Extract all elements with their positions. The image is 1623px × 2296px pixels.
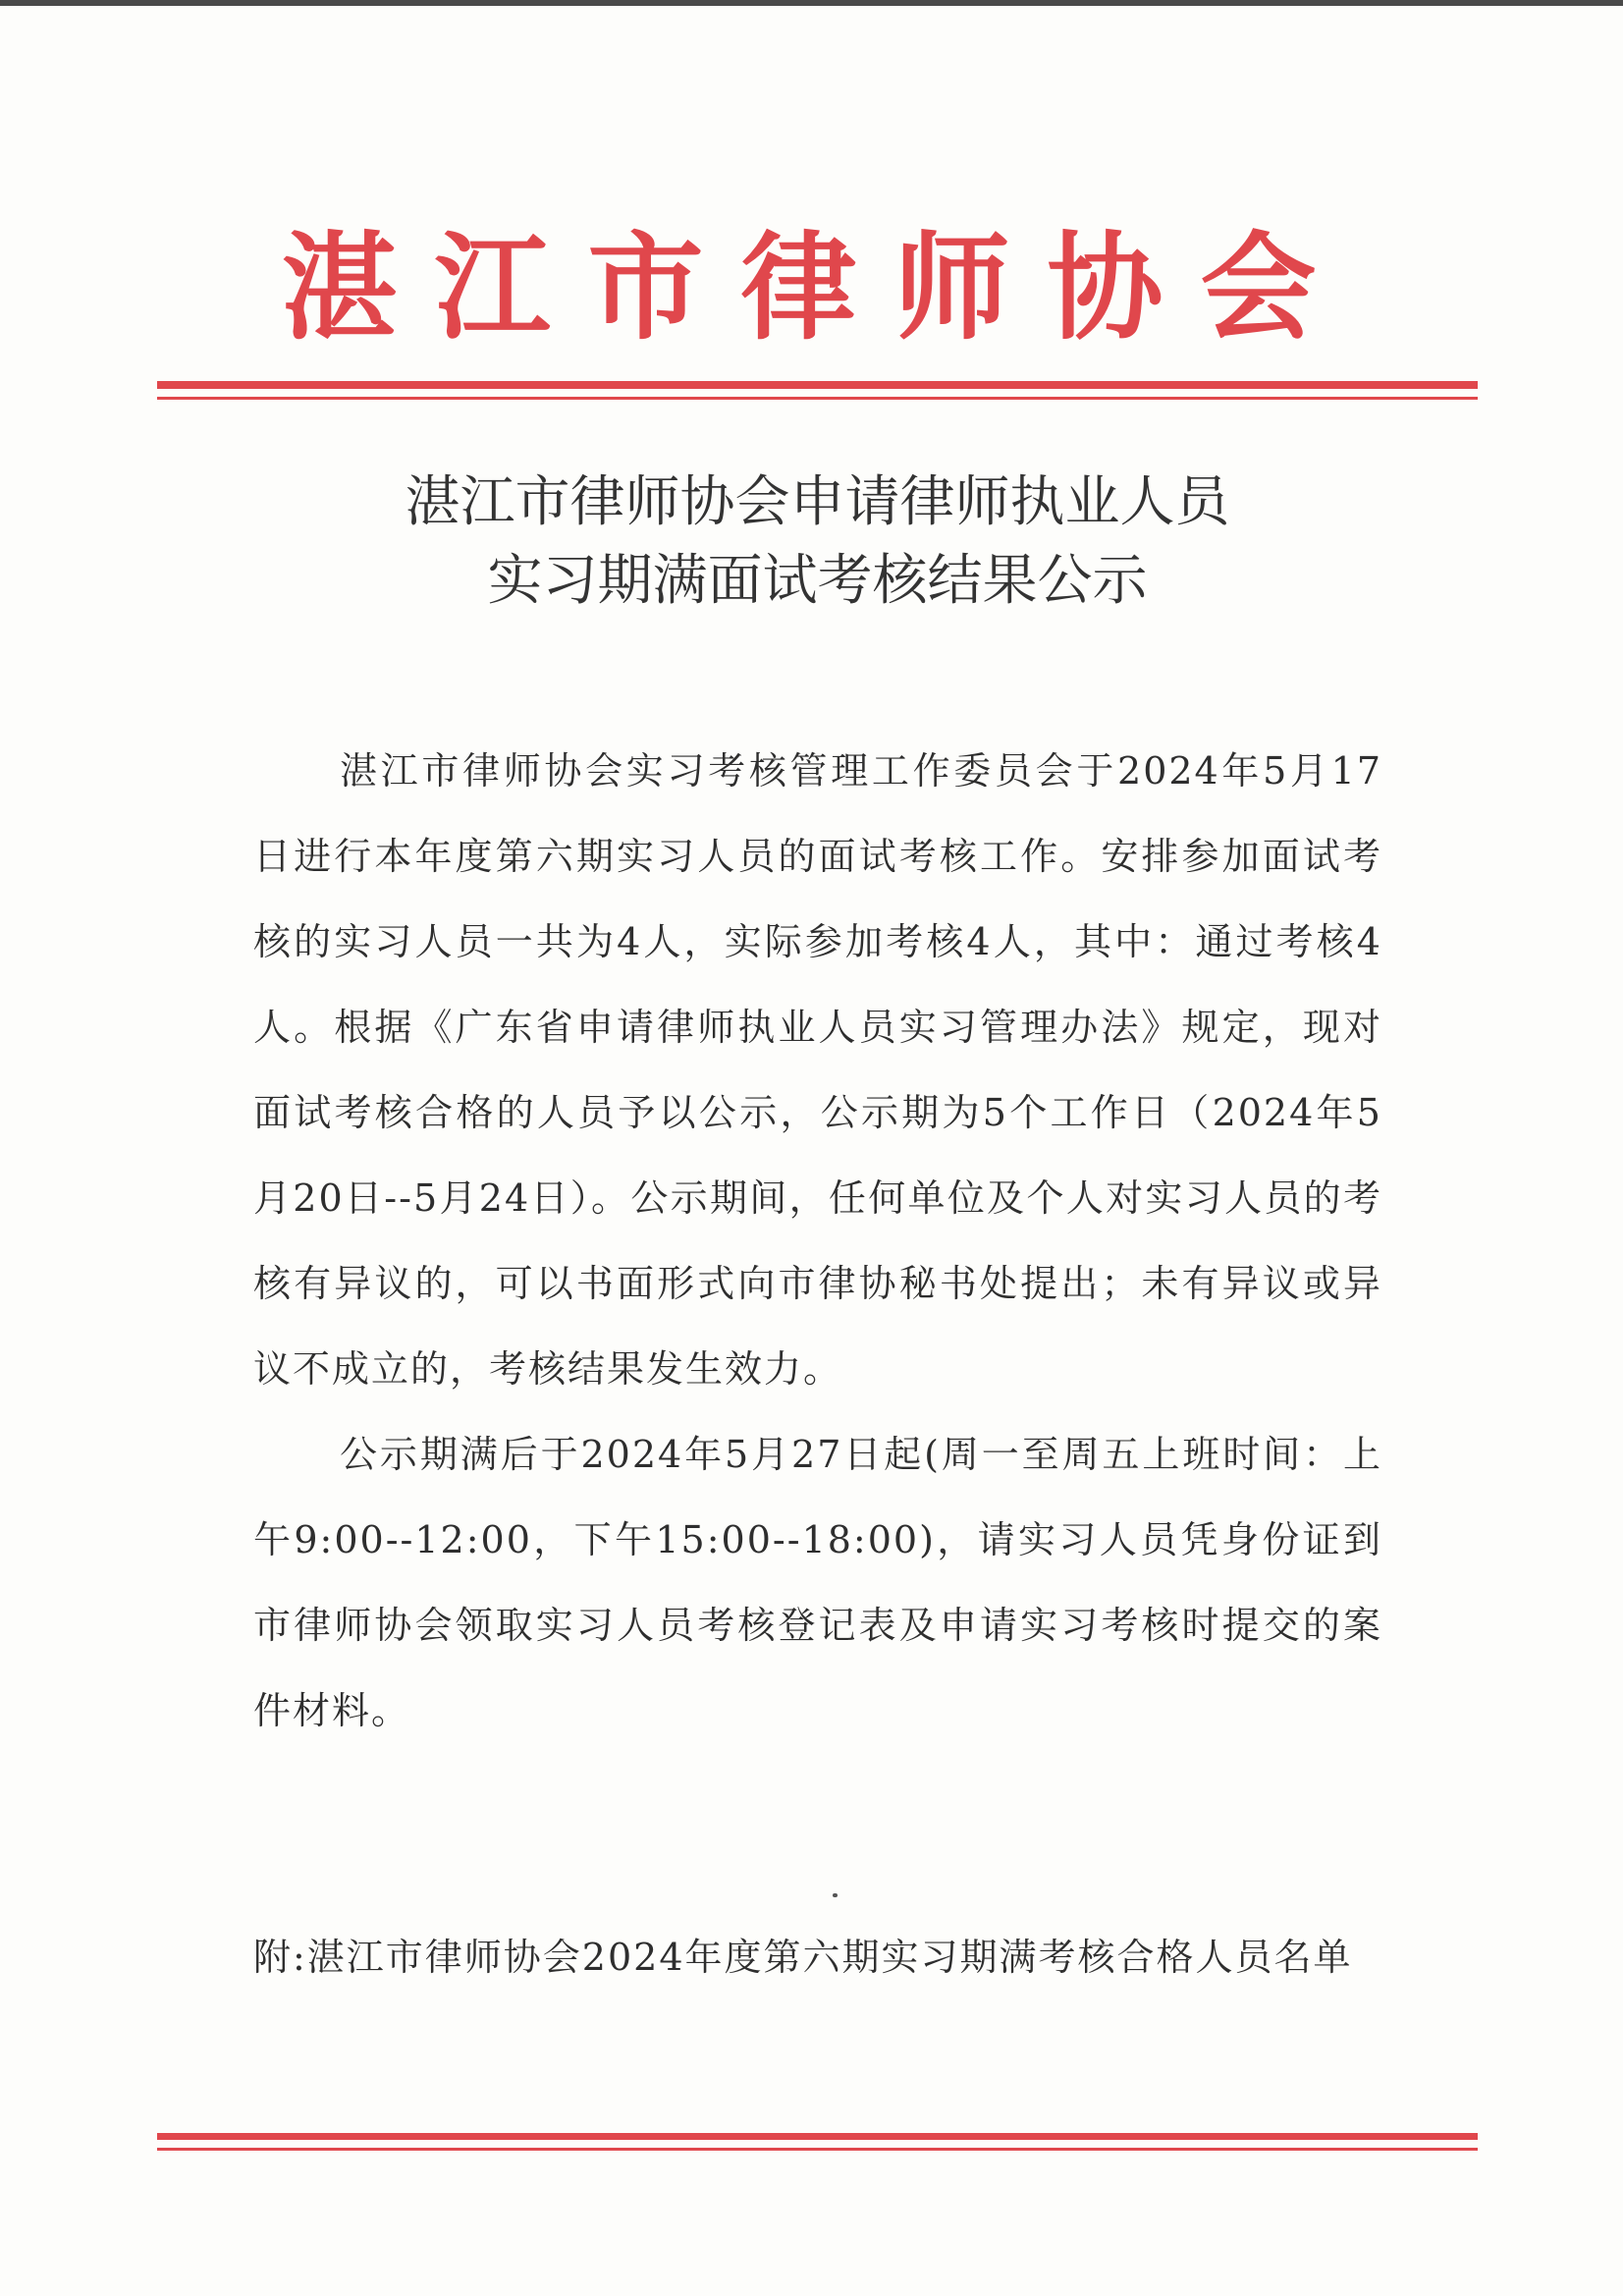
scan-speck <box>833 1893 838 1897</box>
footer-rule-thick <box>157 2133 1478 2140</box>
notice-body <box>253 729 1382 1754</box>
body-paragraph-2: 公示期满后于2024年5月27日起(周一至周五上班时间：上午9:00--12:00，下午15:00--18:00)，请实习人员凭身份证到市律师协会领取实习人员考核登记表及申请实习考核时提交的案件材料。 <box>253 1433 1382 1732</box>
letterhead-rule-thick <box>157 381 1478 389</box>
page-top-edge <box>0 0 1623 6</box>
footer-rule-thin <box>157 2148 1478 2151</box>
notice-title <box>157 464 1478 621</box>
attachment-note: 附:湛江市律师协会2024年度第六期实习期满考核合格人员名单 <box>253 1936 1353 1979</box>
notice-title-line-1: 湛江市律师协会申请律师执业人员 <box>405 470 1230 534</box>
letterhead-rule-thin <box>157 397 1478 400</box>
body-paragraph-1: 湛江市律师协会实习考核管理工作委员会于2024年5月17日进行本年度第六期实习人员的面试考核工作。安排参加面试考核的实习人员一共为4人，实际参加考核4人，其中：通过考核4人。根据《广东省申请律师执业人员实习管理办法》规定，现对面试考核合格的人员予以公示，公示期为5个工作日（2024年5月20日--5月24日）。公示期间，任何单位及个人对实习人员的考核有异议的，可以书面形式向市律协秘书处提出；未有异议或异议不成立的，考核结果发生效力。 <box>253 749 1382 1391</box>
letterhead-org-name: 湛江市律师协会 <box>281 220 1354 355</box>
notice-title-line-2: 实习期满面试考核结果公示 <box>487 549 1148 613</box>
